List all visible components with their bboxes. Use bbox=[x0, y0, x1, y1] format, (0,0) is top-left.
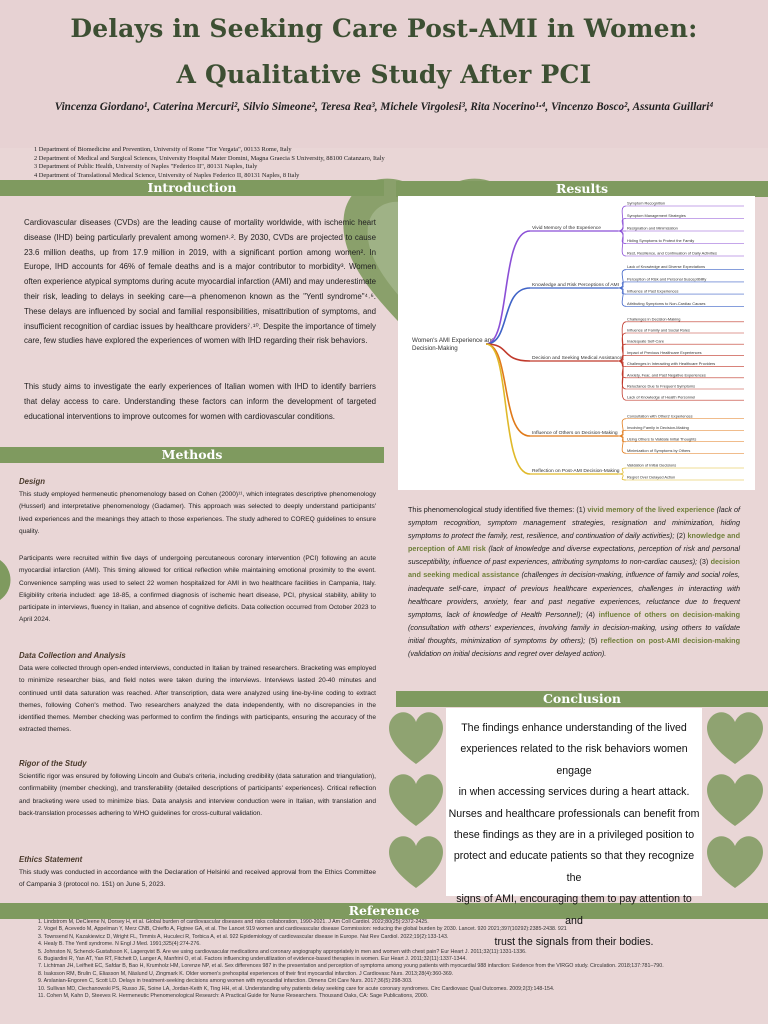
conclusion-hearts-left bbox=[386, 706, 446, 898]
mindmap-subtheme-label: Symptom Recognition bbox=[627, 200, 666, 206]
mindmap-subtheme-label: Consultation with Others' Experiences bbox=[627, 413, 693, 419]
ethics-paragraph: This study was conducted in accordance with the Declaration of Helsinki and received approval from the Ethics Committee of Campania 3 (protocol no. 151) on June 5, 2023. bbox=[19, 869, 376, 889]
reference-list bbox=[32, 919, 762, 1000]
reference-item: 2. Vogel B, Acevedo M, Appelman Y, Merz CNB, Chieffo A, Figtree GA, et al. The Lancet 919 women and cardiovascular disease Commission: reducing the global burden by 2030. Lancet. 920 2021;397(10292):2385-2438. 921 bbox=[38, 926, 567, 933]
affiliation-item: 2 Department of Medical and Surgical Sciences, University Hospital Mater Domini, Magna Graecia S University, 88100 Catanzaro, Italy bbox=[34, 154, 385, 162]
mindmap-theme-label: Knowledge and Risk Perceptions of AMI bbox=[532, 283, 619, 288]
reference-item: 9. Arslanian-Engoren C, Scott LD. Delays in treatment-seeking decisions among women with myocardial infarction. Dimens Crit Care Nurs. 2017;36(5):298-303. bbox=[38, 978, 413, 985]
theme-3-number: (3) bbox=[699, 557, 709, 567]
mindmap-subtheme-label: Involving Family in Decision-Making bbox=[627, 424, 689, 430]
mindmap-subtheme-connector bbox=[618, 474, 626, 480]
reference-item: 7. Lichtman JH, Leifheit EC, Safdar B, Bao H, Krumholz HM, Lorenze NP, et al. Sex differences 987 in the presentation and perception of symptoms among young patients with myocardial 988 infarction: Evidence from the VIRGO study. Circulation. 2018;137:781–790. bbox=[38, 963, 664, 970]
side-leaf-decoration bbox=[0, 560, 14, 600]
theme-4-label: influence of others on decision-making bbox=[598, 609, 740, 619]
rigor-paragraph: Scientific rigor was ensured by following Lincoln and Guba's criteria, including credibility (data saturation and triangulation), confirmability (member checking), and transferability (detailed descriptions of participants' experiences). Critical reflection and bracketing were used to minimize bias. Data analysis and interview conduction were in Italian, with translation and back-translation processes adhering to WHO guidelines for cross-cultural validation. bbox=[19, 773, 376, 817]
mindmap-subtheme-label: Hiding Symptoms to Protect the Family bbox=[627, 238, 695, 243]
mindmap-subtheme-label: Symptom Management Strategies bbox=[627, 213, 686, 218]
affiliation-item: 1 Department of Biomedicine and Prevention, University of Rome "Tor Vergata", 00133 Rome, Italy bbox=[34, 146, 292, 153]
mindmap-subtheme-label: Validation of Initial Decisions bbox=[627, 462, 677, 468]
poster-title-line-2: A Qualitative Study After PCI bbox=[176, 60, 592, 89]
mindmap-subtheme-label: Lack of Knowledge of Health Personnel bbox=[627, 394, 696, 400]
mindmap-subtheme-label: Influence of Past Experiences bbox=[627, 288, 679, 294]
data-collection-paragraph: Data were collected through open-ended interviews, conducted in Italian by trained researchers. Bracketing was employed to minimize researcher bias, and field notes were taken during the interviews. Interviews lasted 20-40 minutes and continued until data saturation was reached. After transcription, data were analyzed using line-by-line coding to extract themes, following Cohen's method. Two researchers analyzed the data independently, with no discrepancies in the identified themes. Member checking was performed to confirm the findings with participants, ensuring the accuracy of the extracted themes. bbox=[19, 665, 376, 734]
reference-item: 1. Lindstrom M, DeCleene N, Dorsey H, et al. Global burden of cardiovascular diseases and risks collaboration, 1990-2021. J Am Coll Cardiol. 2022;80(25):2372-2425. bbox=[38, 919, 429, 925]
mindmap-subtheme-label: Challenges in Interacting with Healthcare Providers bbox=[627, 361, 716, 367]
mindmap-subtheme-label: Attributing Symptoms to Non-Cardiac Causes bbox=[627, 300, 706, 306]
conclusion-line: Nurses and healthcare professionals can benefit from bbox=[448, 807, 700, 820]
theme-4-number: (4) bbox=[586, 609, 595, 619]
mindmap-root-label: Decision-Making bbox=[412, 345, 458, 352]
mindmap-subtheme-label: Anxiety, Fear, and Past Negative Experiences bbox=[627, 372, 706, 378]
section-header-reference: Reference bbox=[0, 903, 768, 919]
reference-item: 4. Healy B. The Yentl syndrome. N Engl J Med. 1991;325(4):274-276. bbox=[38, 941, 201, 948]
conclusion-line: The findings enhance understanding of the lived bbox=[461, 722, 687, 734]
design-heading: Design bbox=[19, 477, 45, 486]
mindmap-subtheme-label: Perception of Risk and Personal Susceptibility bbox=[627, 276, 707, 282]
theme-2-number: (2) bbox=[676, 531, 686, 541]
reference-item: 5. Johnston N, Schenck-Gustafsson K, Lagerqvist B. Are we using cardiovascular medications and coronary angiography appropriately in men and women with chest pain? Eur Heart J. 2011;32(11):1331-1336. bbox=[38, 948, 527, 955]
conclusion-hearts-right bbox=[702, 706, 768, 898]
reference-item: 3. Townsend N, Kazakiewicz D, Wright FL, Timmis A, Huculeci R, Torbica A, et al. 922 Epidemiology of cardiovascular disease in Europe. Nat Rev Cardiol. 2022;19(2):133-143. bbox=[38, 933, 449, 940]
mindmap-branch-connector bbox=[486, 344, 530, 474]
theme-3-detail: (challenges in decision-making, influence of family and social roles, inadequate self-care, impact of previous healthcare experiences, challenges in interacting with healthcare providers, anxiety, fear and past negative experiences, reluctance due to frequent symptoms, lack of knowledge of Health Personnel); bbox=[408, 570, 741, 619]
mindmap-subtheme-label: Using Others to Validate Initial Thoughts bbox=[627, 436, 697, 442]
mindmap-subtheme-label: Minimization of Symptoms by Others bbox=[627, 447, 691, 453]
mindmap-subtheme-label: Influence of Family and Social Roles bbox=[627, 327, 690, 333]
theme-1-detail: (lack of symptom recognition, symptom management strategies, resignation and minimization, hiding symptoms to protect the family, rest, resilience, and continuation of daily activities); bbox=[408, 505, 740, 541]
theme-5-label: reflection on post-AMI decision-making bbox=[600, 635, 741, 645]
mindmap-subtheme-label: Resignation and Minimization bbox=[627, 225, 678, 231]
mindmap-subtheme-connector bbox=[618, 288, 626, 306]
mindmap-theme-label: Influence of Others on Decision-Making bbox=[532, 431, 618, 436]
conclusion-line: trust the signals from their bodies. bbox=[494, 936, 654, 949]
rigor-heading: Rigor of the Study bbox=[19, 759, 87, 768]
mindmap-subtheme-connector bbox=[618, 270, 626, 288]
mindmap-subtheme-connector bbox=[618, 419, 626, 436]
reference-item: 11. Cohen M, Kahn D, Steeves R. Hermeneutic Phenomenological Research: A Practical Guide for Nurse Researchers. Thousand Oaks, CA: Sage Publications, 2000. bbox=[38, 993, 429, 1000]
conclusion-line: signs of AMI, encouraging them to pay attention to and bbox=[456, 893, 692, 927]
mindmap-branch-connector bbox=[486, 231, 530, 344]
theme-2-detail: (lack of knowledge and diverse expectations, perception of risk and personal susceptibility, influence of past experiences, attributing symptoms to non-cardiac causes); bbox=[408, 544, 741, 567]
mindmap-subtheme-label: Rest, Resilience, and Continuation of Daily Activities bbox=[627, 250, 717, 256]
mindmap-subtheme-label: Impact of Previous Healthcare Experiences bbox=[627, 349, 702, 355]
section-header-conclusion: Conclusion bbox=[396, 691, 768, 707]
conclusion-line: experiences related to the risk behaviors women engage bbox=[460, 743, 688, 777]
results-mindmap-panel bbox=[398, 196, 755, 490]
mindmap-theme-label: Decision and Seeking Medical Assistance bbox=[532, 356, 623, 361]
theme-2-label: knowledge and perception of AMI risk bbox=[408, 531, 741, 554]
section-header-results: Results bbox=[396, 181, 768, 197]
introduction-paragraph-2: This study aims to investigate the early experiences of Italian women with IHD to identify barriers that delay access to care. Understanding these factors can inform the development of targeted educational interventions to improve outcomes for women with cardiovascular conditions. bbox=[24, 382, 376, 421]
introduction-paragraph-1: Cardiovascular diseases (CVDs) are the leading cause of mortality worldwide, with ischemic heart disease (IHD) being particularly prevalent among women¹˒². By 2030, CVDs are projected to cause 23.6 million deaths, up from 17.9 million in 2019, with a significant portion among women². In Europe, IHD accounts for 46% of female deaths and is a major contributor to morbidity³. Women often experience atypical symptoms during acute myocardial infarction (AMI) and may underestimate their risk, leading to delays in seeking care—a phenomenon known as the "Yentl syndrome"⁴˒⁶. These delays are influenced by social and familial responsibilities, misattribution of symptoms, and insufficient recognition of cardiac issues by healthcare providers⁷˒¹⁰. Despite the importance of timely care, few studies have explored the experiences of women with IHD regarding their risk behaviors. bbox=[24, 218, 376, 346]
affiliation-list bbox=[34, 146, 385, 180]
mindmap-subtheme-label: Lack of Knowledge and Diverse Expectations bbox=[627, 264, 706, 270]
title-block bbox=[0, 0, 768, 179]
mindmap-subtheme-label: Challenges in Decision-Making bbox=[627, 316, 681, 322]
section-header-methods: Methods bbox=[0, 447, 384, 463]
mindmap-theme-label: Vivid Memory of the Experience bbox=[532, 226, 601, 231]
conclusion-line: protect and educate patients so that they recognize the bbox=[453, 850, 695, 884]
mindmap-branch-connector bbox=[486, 288, 530, 344]
poster-title-line-1: Delays in Seeking Care Post-AMI in Women: bbox=[70, 14, 698, 43]
theme-4-detail: (consultation with others' experiences, involving family in decision-making, using others to validate initial thoughts, minimization of symptoms by others); bbox=[408, 622, 740, 645]
conclusion-line: these findings as they are in a privileged position to bbox=[453, 829, 695, 842]
theme-5-number: (5) bbox=[588, 635, 598, 645]
data-collection-heading: Data Collection and Analysis bbox=[19, 651, 126, 660]
affiliation-item: 3 Department of Public Health, University of Naples "Federico II", 80131 Naples, Italy bbox=[34, 163, 258, 171]
theme-3-label: decision and seeking medical assistance bbox=[408, 557, 740, 580]
conclusion-box bbox=[446, 708, 702, 949]
reference-item: 6. Bugiardini R, Yan AT, Yan RT, Fitchett D, Langer A, Manfrini O, et al. Factors influencing underutilization of evidence-based therapies in women. Eur Heart J. 2011;32(11):1337-1344. bbox=[38, 956, 467, 963]
author-list: Vincenza Giordano¹, Caterina Mercuri², Silvio Simeone², Teresa Rea³, Michele Virgolesi³, Rita Nocerino¹·⁴, Vincenzo Bosco², Assunta Guillari⁴ bbox=[54, 101, 714, 113]
reference-item: 8. Isaksson RM, Brulin C, Eliasson M, Näslund U, Zingmark K. Older women's prehospital experiences of their first myocardial infarction. J Cardiovasc Nurs. 2013;28(4):360-369. bbox=[38, 970, 454, 977]
design-paragraph-1: This study employed hermeneutic phenomenology based on Cohen (2000)¹¹, which integrates descriptive phenomenology (Husserl) and interpretative phenomenology (Gadamer). This approach was selected to deeply understand participants' lived experiences and the meanings they attach to those experiences. The study adhered to COREQ guidelines to ensure quality. bbox=[19, 491, 376, 535]
mindmap-root-label: Women's AMI Experience and bbox=[412, 337, 495, 344]
mindmap-subtheme-label: Reluctance Due to Frequent Symptoms bbox=[627, 383, 696, 389]
theme-5-detail: (validation on initial decisions and regret over delayed action). bbox=[408, 649, 607, 659]
mindmap-subtheme-label: Inadequate Self-Care bbox=[627, 338, 664, 344]
design-paragraph-2: Participants were recruited within five days of undergoing percutaneous coronary intervention (PCI) following an acute myocardial infarction (AMI). This timing allowed for critical reflection while maintaining emotional proximity to the event. Convenience sampling was used to select 22 women hospitalized for AMI in two healthcare facilities in Campania, Italy. Eligibility criteria included: age 18-85, a confirmed diagnosis of ischemic heart disease, PCI, physical stability, ability to participate in interviews, fluency in Italian, and absence of cognitive deficits. Data collection occurred from October 2023 to April 2024. bbox=[19, 555, 376, 624]
conclusion-line: in when accessing services during a heart attack. bbox=[458, 786, 690, 799]
mindmap-subtheme-connector bbox=[618, 436, 626, 453]
results-intro: This phenomenological study identified five themes: (1) bbox=[408, 505, 586, 514]
theme-1-label: vivid memory of the lived experience bbox=[587, 505, 715, 514]
results-summary bbox=[408, 503, 740, 660]
reference-item: 10. Sullivan MD, Ciechanowski PS, Russo JE, Soine LA, Jordan-Keith K, Ting HH, et al. Understanding why patients delay seeking care for acute coronary syndromes. Circ Cardiovasc Qual Outcomes. 2009;2(3):148-154. bbox=[38, 985, 555, 992]
mindmap-theme-label: Reflection on Post-AMI Decision-Making bbox=[532, 469, 620, 474]
affiliation-item: 4 Department of Translational Medical Science, University of Naples Federico II, 80131 Naples, 8 Italy bbox=[34, 171, 300, 179]
section-header-introduction: Introduction bbox=[0, 180, 384, 196]
ethics-heading: Ethics Statement bbox=[19, 855, 83, 864]
mindmap-subtheme-label: Regret Over Delayed Action bbox=[627, 474, 676, 480]
thematic-mindmap bbox=[398, 196, 755, 490]
